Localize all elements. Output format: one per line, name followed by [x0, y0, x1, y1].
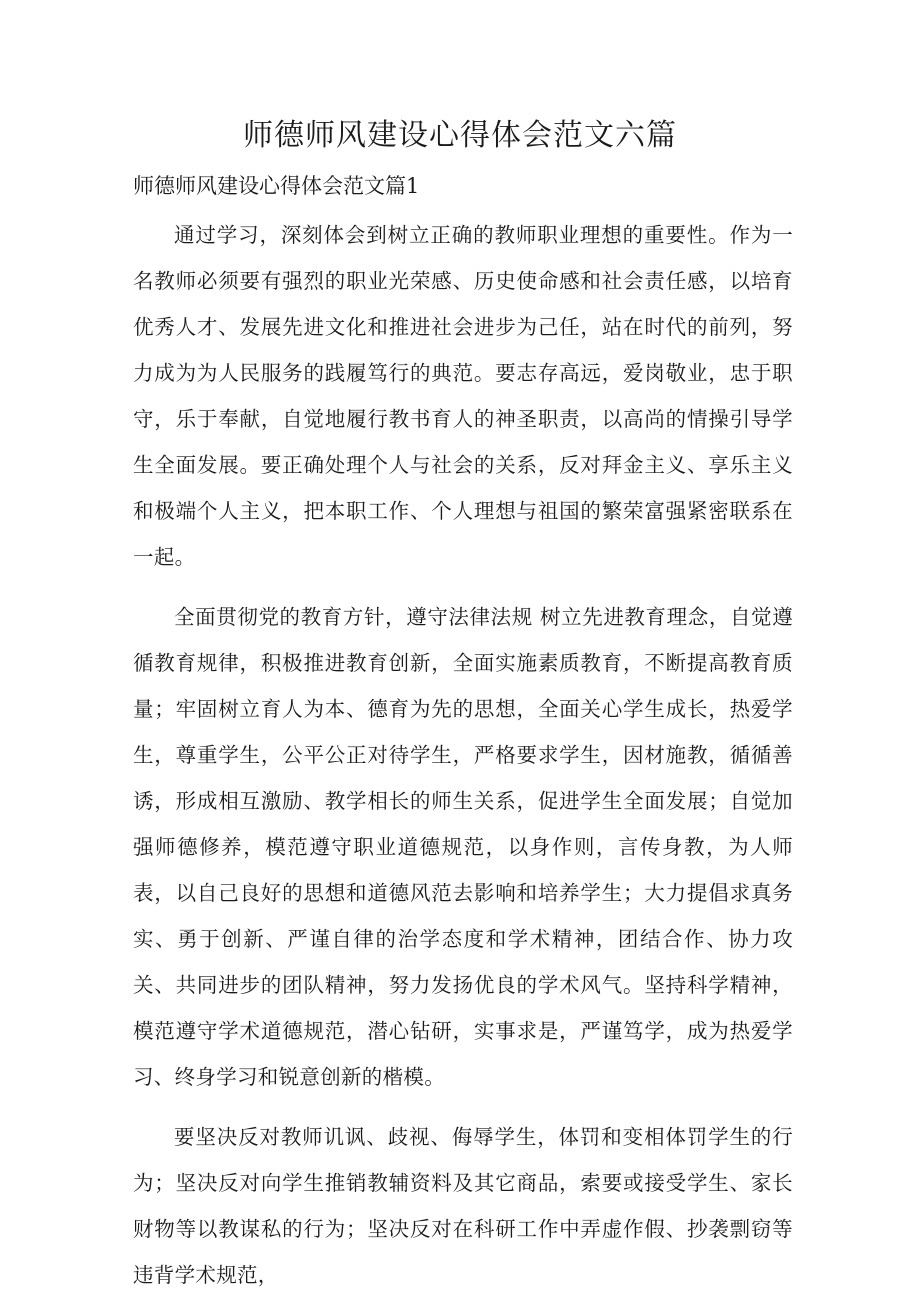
document-body: [133, 212, 793, 1312]
body-paragraph: 要坚决反对教师讥讽、歧视、侮辱学生，体罚和变相体罚学生的行为；坚决反对向学生推销教辅资料及其它商品，索要或接受学生、家长财物等以教谋私的行为；坚决反对在科研工作中弄虚作假、抄袭剽窃等违背学术规范，: [133, 1125, 793, 1287]
body-paragraph: 全面贯彻党的教育方针，遵守法律法规 树立先进教育理念，自觉遵循教育规律，积极推进教育创新，全面实施素质教育，不断提高教育质量；牢固树立育人为本、德育为先的思想，全面关心学生成长，热爱学生，尊重学生，公平公正对待学生，严格要求学生，因材施教，循循善诱，形成相互激励、教学相长的师生关系，促进学生全面发展；自觉加强师德修养，模范遵守职业道德规范，以身作则，言传身教，为人师表，以自己良好的思想和道德风范去影响和培养学生；大力提倡求真务实、勇于创新、严谨自律的治学态度和学术精神，团结合作、协力攻关、共同进步的团队精神，努力发扬优良的学术风气。坚持科学精神，模范遵守学术道德规范，潜心钻研，实事求是，严谨笃学，成为热爱学习、终身学习和锐意创新的楷模。: [133, 605, 793, 1089]
body-paragraph: 通过学习，深刻体会到树立正确的教师职业理想的重要性。作为一名教师必须要有强烈的职业光荣感、历史使命感和社会责任感，以培育优秀人才、发展先进文化和推进社会进步为己任，站在时代的前列，努力成为为人民服务的践履笃行的典范。要志存高远，爱岗敬业，忠于职守，乐于奉献，自觉地履行教书育人的神圣职责，以高尚的情操引导学生全面发展。要正确处理个人与社会的关系，反对拜金主义、享乐主义和极端个人主义，把本职工作、个人理想与祖国的繁荣富强紧密联系在一起。: [133, 223, 793, 569]
document-title: 师德师风建设心得体会范文六篇: [243, 118, 677, 153]
section-heading: 师德师风建设心得体会范文篇1: [133, 174, 420, 198]
